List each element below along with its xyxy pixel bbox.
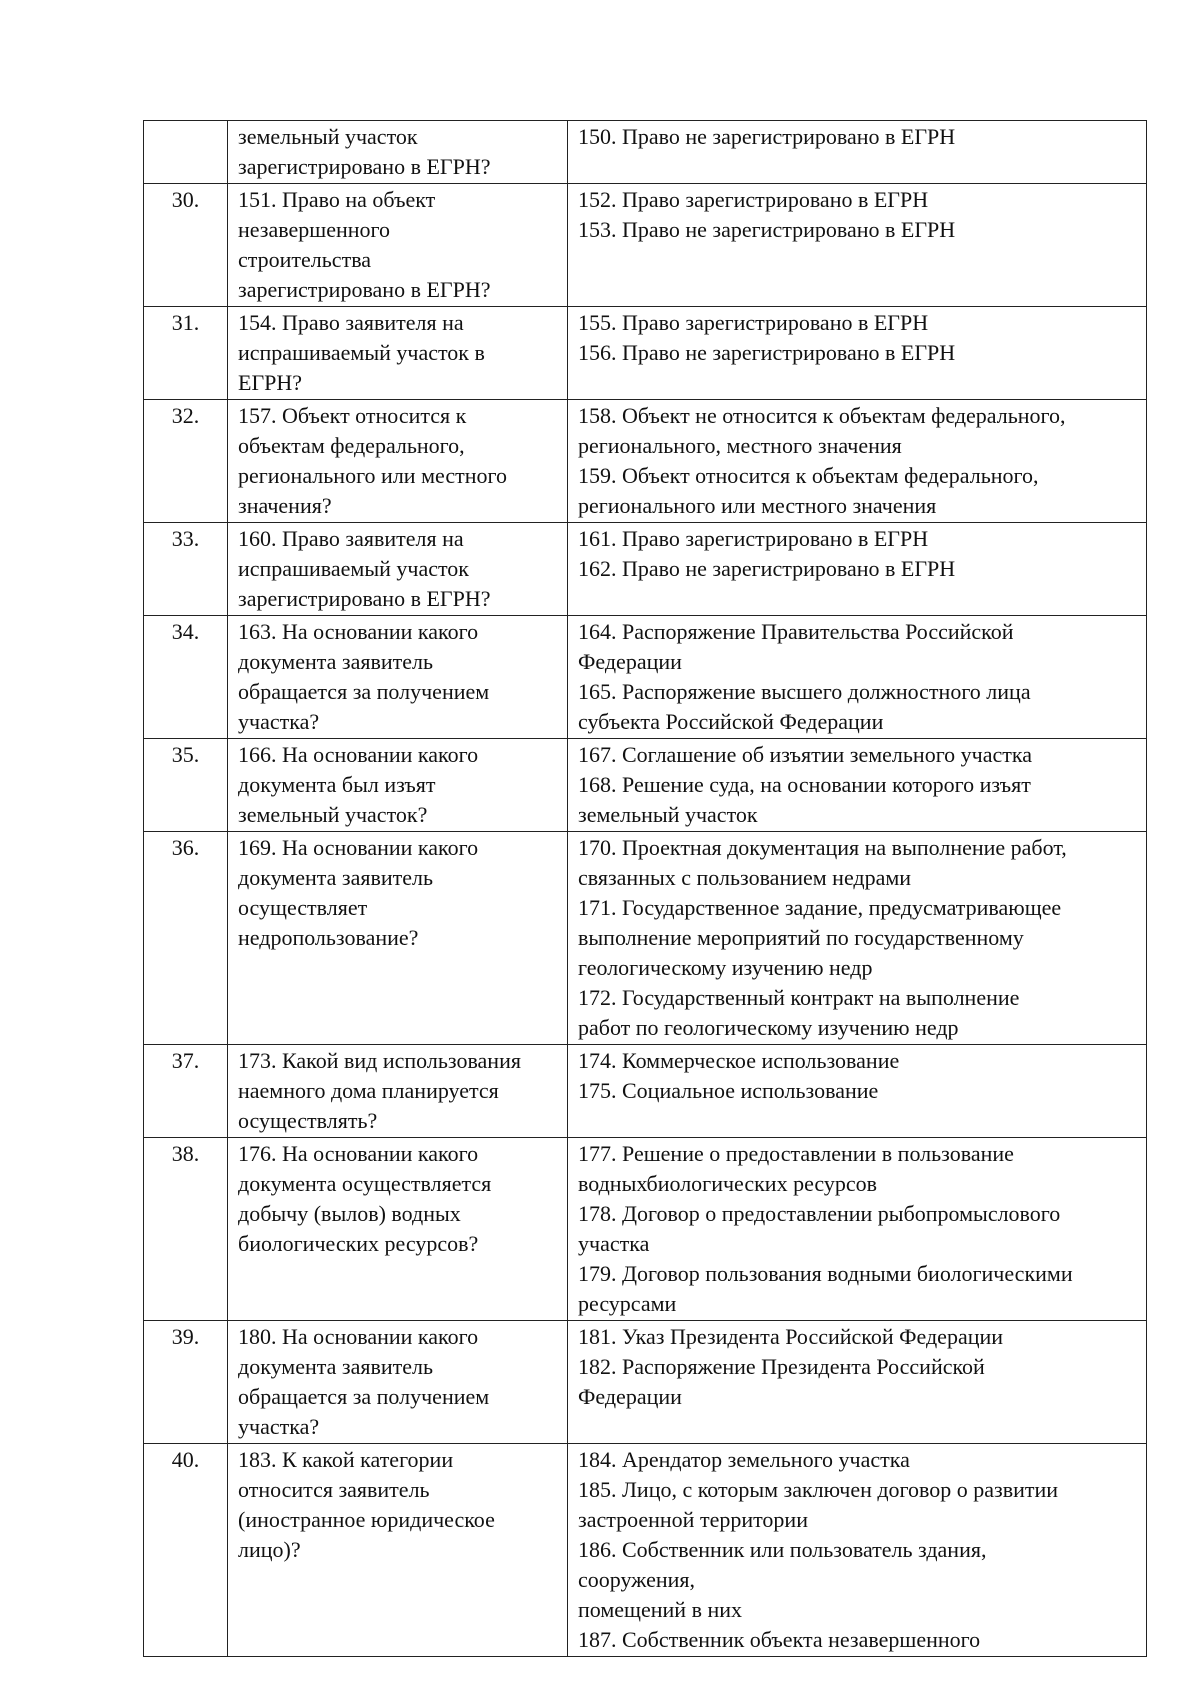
table-row — [144, 616, 1147, 739]
answers-cell — [568, 184, 1147, 307]
table-row — [144, 1138, 1147, 1321]
question-cell: земельный участок зарегистрировано в ЕГРН? — [228, 121, 568, 184]
table-row — [144, 307, 1147, 400]
answers-cell — [568, 832, 1147, 1045]
table-row — [144, 184, 1147, 307]
answer-option: 186. Собственник или пользователь здания, сооружения, помещений в них — [578, 1537, 987, 1622]
answer-option: 153. Право не зарегистрировано в ЕГРН — [578, 217, 956, 242]
answer-option: 158. Объект не относится к объектам федерального, регионального, местного значения — [578, 403, 1066, 458]
answer-option: 165. Распоряжение высшего должностного лица субъекта Российской Федерации — [578, 679, 1031, 734]
answer-option: 172. Государственный контракт на выполнение работ по геологическому изучению недр — [578, 985, 1020, 1040]
answer-option: 181. Указ Президента Российской Федерации — [578, 1324, 1004, 1349]
answer-option: 177. Решение о предоставлении в пользование водныхбиологических ресурсов — [578, 1141, 1014, 1196]
row-number: 33. — [144, 523, 228, 616]
question-cell: 160. Право заявителя на испрашиваемый участок зарегистрировано в ЕГРН? — [228, 523, 568, 616]
answer-option: 185. Лицо, с которым заключен договор о развитии застроенной территории — [578, 1477, 1059, 1532]
question-cell: 169. На основании какого документа заявитель осуществляет недропользование? — [228, 832, 568, 1045]
answer-option: 182. Распоряжение Президента Российской Федерации — [578, 1354, 985, 1409]
question-cell: 163. На основании какого документа заявитель обращается за получением участка? — [228, 616, 568, 739]
question-cell: 154. Право заявителя на испрашиваемый участок в ЕГРН? — [228, 307, 568, 400]
answers-cell — [568, 523, 1147, 616]
row-number: 31. — [144, 307, 228, 400]
table-row — [144, 523, 1147, 616]
answer-option: 159. Объект относится к объектам федерального, регионального или местного значения — [578, 463, 1039, 518]
answers-cell — [568, 616, 1147, 739]
row-number: 32. — [144, 400, 228, 523]
answer-option: 174. Коммерческое использование — [578, 1048, 900, 1073]
answer-option: 171. Государственное задание, предусматривающее выполнение мероприятий по государственному геологическому изучению недр — [578, 895, 1062, 980]
row-number: 35. — [144, 739, 228, 832]
answer-option: 178. Договор о предоставлении рыбопромыслового участка — [578, 1201, 1061, 1256]
answer-option: 162. Право не зарегистрировано в ЕГРН — [578, 556, 956, 581]
answers-cell — [568, 307, 1147, 400]
answer-option: 150. Право не зарегистрировано в ЕГРН — [578, 124, 956, 149]
row-number: 40. — [144, 1444, 228, 1657]
question-cell: 180. На основании какого документа заявитель обращается за получением участка? — [228, 1321, 568, 1444]
answers-cell — [568, 1045, 1147, 1138]
answer-option: 156. Право не зарегистрировано в ЕГРН — [578, 340, 956, 365]
row-number — [144, 121, 228, 184]
answers-cell — [568, 121, 1147, 184]
answer-option: 179. Договор пользования водными биологическими ресурсами — [578, 1261, 1073, 1316]
answer-option: 170. Проектная документация на выполнение работ, связанных с пользованием недрами — [578, 835, 1067, 890]
table-row — [144, 121, 1147, 184]
answer-option: 164. Распоряжение Правительства Российской Федерации — [578, 619, 1014, 674]
question-cell: 157. Объект относится к объектам федерального, регионального или местного значения? — [228, 400, 568, 523]
table-row — [144, 739, 1147, 832]
table-row — [144, 400, 1147, 523]
answer-option: 168. Решение суда, на основании которого изъят земельный участок — [578, 772, 1031, 827]
answers-cell — [568, 1321, 1147, 1444]
question-cell: 173. Какой вид использования наемного дома планируется осуществлять? — [228, 1045, 568, 1138]
answer-option: 167. Соглашение об изъятии земельного участка — [578, 742, 1033, 767]
row-number: 39. — [144, 1321, 228, 1444]
table-row — [144, 1045, 1147, 1138]
table-row — [144, 832, 1147, 1045]
row-number: 34. — [144, 616, 228, 739]
answer-option: 152. Право зарегистрировано в ЕГРН — [578, 187, 929, 212]
answers-cell — [568, 400, 1147, 523]
row-number: 37. — [144, 1045, 228, 1138]
answers-cell — [568, 1138, 1147, 1321]
answers-cell — [568, 1444, 1147, 1657]
question-cell: 151. Право на объект незавершенного строительства зарегистрировано в ЕГРН? — [228, 184, 568, 307]
row-number: 30. — [144, 184, 228, 307]
answer-option: 187. Собственник объекта незавершенного — [578, 1627, 981, 1652]
answers-cell — [568, 739, 1147, 832]
answer-option: 161. Право зарегистрировано в ЕГРН — [578, 526, 929, 551]
table-row — [144, 1444, 1147, 1657]
row-number: 36. — [144, 832, 228, 1045]
questions-table — [143, 120, 1147, 1657]
answer-option: 184. Арендатор земельного участка — [578, 1447, 910, 1472]
answer-option: 175. Социальное использование — [578, 1078, 879, 1103]
row-number: 38. — [144, 1138, 228, 1321]
question-cell: 176. На основании какого документа осуществляется добычу (вылов) водных биологических ресурсов? — [228, 1138, 568, 1321]
question-cell: 183. К какой категории относится заявитель (иностранное юридическое лицо)? — [228, 1444, 568, 1657]
answer-option: 155. Право зарегистрировано в ЕГРН — [578, 310, 929, 335]
question-cell: 166. На основании какого документа был изъят земельный участок? — [228, 739, 568, 832]
table-row — [144, 1321, 1147, 1444]
